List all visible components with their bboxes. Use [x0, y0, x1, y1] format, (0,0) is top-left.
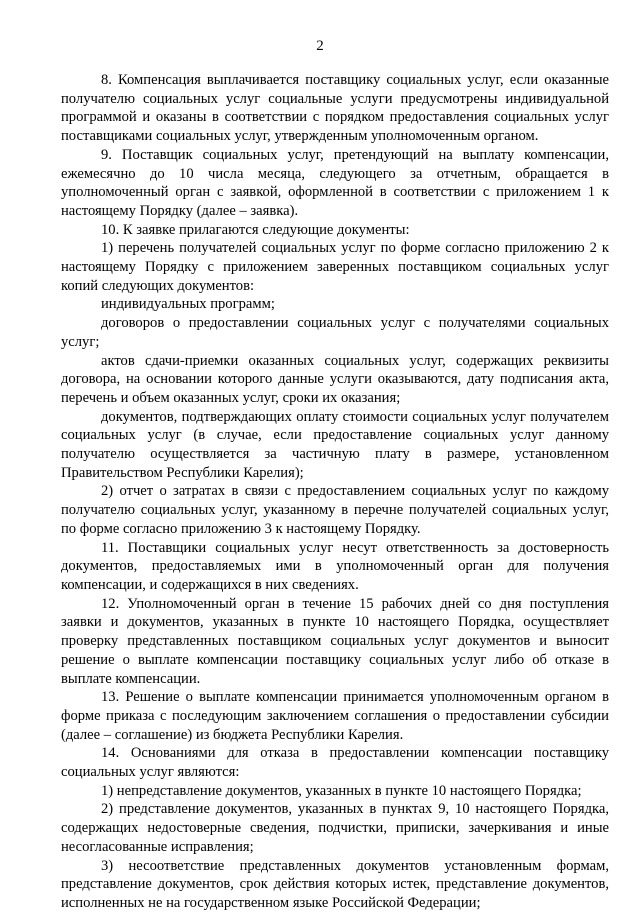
paragraph-14-item-1: 1) непредставление документов, указанных в пункте 10 настоящего Порядка;: [101, 782, 582, 799]
paragraph-13: 13. Решение о выплате компенсации принимается уполномоченным органом в форме приказа с последующим заключением соглашения о предоставлении субсидии (далее – соглашение) из бюджета Республики Карелия.: [61, 689, 609, 743]
paragraph-12: 12. Уполномоченный орган в течение 15 рабочих дней со дня поступления заявки и документов, указанных в пункте 10 настоящего Порядка, осуществляет проверку представленных поставщиком социальных услуг документов и выносит решение о выплате компенсации поставщику социальных услуг либо об отказе в выплате компенсации.: [61, 595, 609, 687]
page-number: 2: [316, 38, 324, 54]
document-body: [61, 71, 609, 913]
document-list-item: актов сдачи-приемки оказанных социальных услуг, содержащих реквизиты договора, на основании которого данные услуги оказываются, дату подписания акта, перечень и объем оказанных услуг, сроки их оказания;: [61, 352, 609, 406]
paragraph-10: 10. К заявке прилагаются следующие документы:: [101, 221, 410, 238]
paragraph-14: 14. Основаниями для отказа в предоставлении компенсации поставщику социальных услуг являются:: [61, 745, 609, 781]
document-list-item: документов, подтверждающих оплату стоимости социальных услуг получателем социальных услуг (в случае, если предоставление социальных услуг данному получателю осуществляется за частичную плату в размере, установленном Правительством Республики Карелия);: [61, 408, 609, 481]
paragraph-10-item-1: 1) перечень получателей социальных услуг по форме согласно приложению 2 к настоящему Порядку с приложением заверенных поставщиком социальных услуг копий следующих документов:: [61, 240, 609, 294]
paragraph-11: 11. Поставщики социальных услуг несут ответственность за достоверность документов, предоставляемых ими в уполномоченный орган для получения компенсации, и содержащихся в них сведениях.: [61, 539, 609, 593]
paragraph-8: 8. Компенсация выплачивается поставщику социальных услуг, если оказанные получателю социальных услуг социальные услуги предусмотрены индивидуальной программой и оказаны в соответствии с порядком предоставления социальных услуг поставщиками социальных услуг, утвержденным уполномоченным органом.: [61, 72, 609, 145]
paragraph-9: 9. Поставщик социальных услуг, претендующий на выплату компенсации, ежемесячно до 10 числа месяца, следующего за отчетным, обращается в уполномоченный орган с заявкой, оформленной в соответствии с приложением 1 к настоящему Порядку (далее – заявка).: [61, 146, 609, 219]
paragraph-14-item-2: 2) представление документов, указанных в пунктах 9, 10 настоящего Порядка, содержащих недостоверные сведения, подчистки, приписки, зачеркивания и иные несогласованные исправления;: [61, 801, 609, 855]
document-list-item: договоров о предоставлении социальных услуг с получателями социальных услуг;: [61, 315, 609, 350]
document-list-item: индивидуальных программ;: [101, 296, 275, 313]
paragraph-10-item-2: 2) отчет о затратах в связи с предоставлением социальных услуг по каждому получателю социальных услуг, указанному в перечне получателей социальных услуг, по форме согласно приложению 3 к настоящему Порядку.: [61, 483, 609, 537]
paragraph-14-item-3: 3) несоответствие представленных документов установленным формам, представление документов, срок действия которых истек, представление документов, исполненных не на государственном языке Российской Федерации;: [61, 857, 609, 911]
